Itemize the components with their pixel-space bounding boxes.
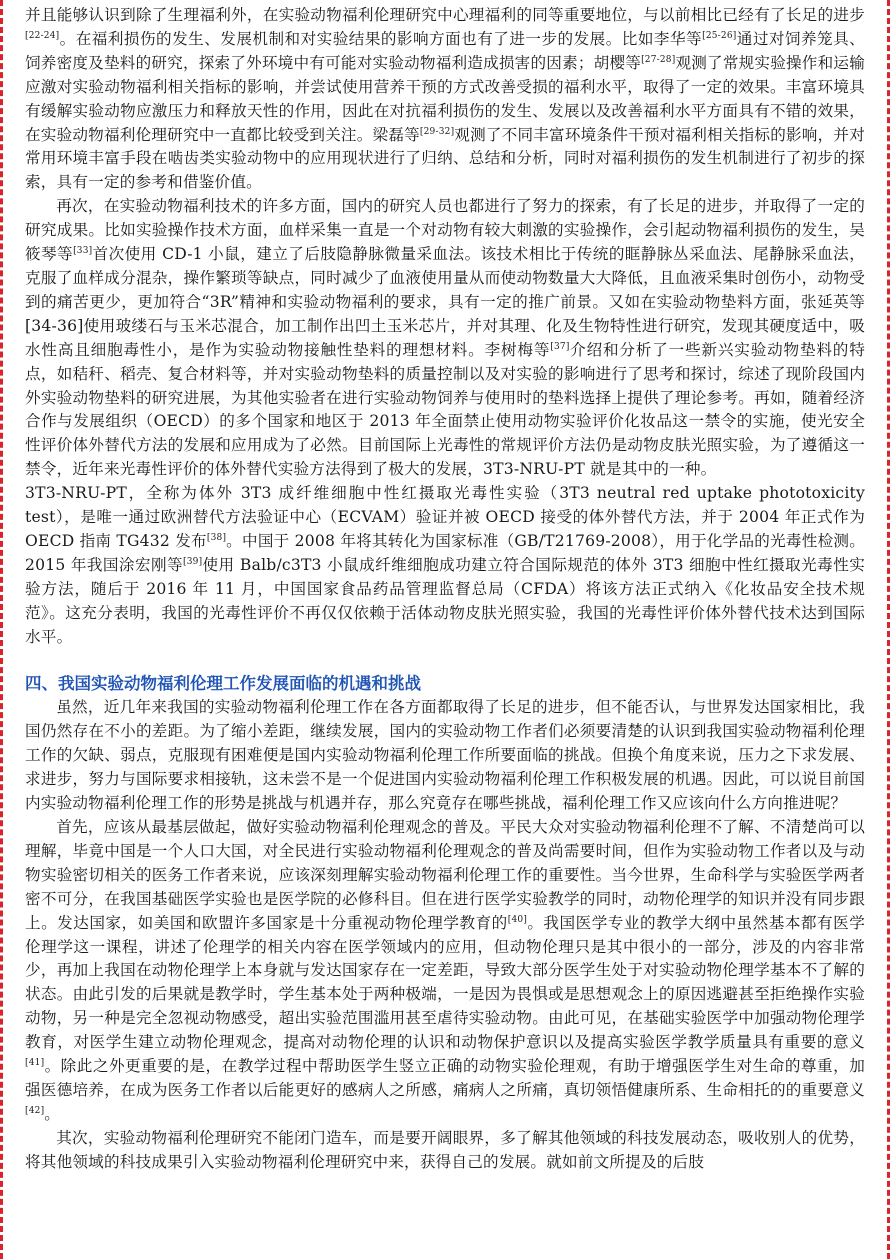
- text-segment: 3T3-NRU-PT，全称为体外 3T3 成纤维细胞中性红摄取光毒性实验（3T3 neutral red uptake phototoxicity test），是唯一通过欧洲替代方法验证中心（ECVAM）验证并被 OECD 接受的体外替代方法，并于 2004 年正式作为 OECD 指南 TG432 发布: [25, 484, 865, 550]
- text-segment: 再次，在实验动物福利技术的许多方面，国内的研究人员也都进行了努力的探索，有了长足的进步，并取得了一定的研究成果。比如实验操作技术方面，血样采集一直是一个对动物有较大刺激的实验操作，会引起动物福利损伤的发生，吴筱琴等: [25, 197, 865, 264]
- text-segment: 观测了常规实验操作和运输应激对实验动物福利相关指标的影响，并尝试使用营养干预的方式改善受损的福利水平，取得了一定的效果。丰富环境具有缓解实验动物应激压力和释放天性的作用，因此在对抗福利损伤的发生、发展以及改善福利水平方面具有不错的效果，在实验动物福利伦理研究中一直都比较受到关注。梁磊等: [25, 53, 865, 144]
- text-segment: 。我国医学专业的教学大纲中虽然基本都有医学伦理学这一课程，讲述了伦理学的相关内容在医学领域内的应用，但动物伦理只是其中很小的一部分，涉及的内容非常少，再加上我国在动物伦理学上本身就与发达国家存在一定差距，导致大部分医学生处于对实验动物伦理学基本不了解的状态。由此引发的后果就是教学时，学生基本处于两种极端，一是因为畏惧或是思想观念上的原因逃避甚至拒绝操作实验动物，另一种是完全忽视动物感受，超出实验范围滥用甚至虐待实验动物。由此可见，在基础实验医学中加强动物伦理学教育，对医学生建立动物伦理观念，提高对动物伦理的认识和动物保护意识以及提高实验医学教学质量具有重要的意义: [25, 913, 865, 1052]
- paragraphs-before-heading: [25, 4, 865, 649]
- citation-reference: [22-24]: [25, 30, 60, 41]
- citation-reference: [33]: [73, 245, 93, 256]
- text-segment: 。在福利损伤的发生、发展机制和对实验结果的影响方面也有了进一步的发展。比如李华等: [59, 29, 703, 48]
- body-paragraph: [25, 696, 865, 816]
- paragraphs-after-heading: [25, 696, 865, 1174]
- citation-reference: [25-26]: [702, 30, 737, 41]
- text-segment: 。除此之外更重要的是，在教学过程中帮助医学生竖立正确的动物实验伦理观，有助于增强医学生对生命的尊重，加强医德培养，在成为医务工作者以后能更好的感病人之所感，痛病人之所痛，真切领悟健康所系、生命相托的的重要意义: [25, 1057, 865, 1099]
- body-paragraph: [25, 1127, 865, 1175]
- body-paragraph: [25, 816, 865, 1127]
- citation-reference: [29-32]: [419, 126, 455, 137]
- body-paragraph: [25, 4, 865, 195]
- text-segment: 首次使用 CD-1 小鼠，建立了后肢隐静脉微量采血法。该技术相比于传统的眶静脉丛采血法、尾静脉采血法，克服了血样成分混杂，操作繁琐等缺点，同时减少了血液使用量从而使动物数量大大降低，且血液采集时创伤小，动物受到的痛苦更少，更加符合“3R”精神和实验动物福利的要求，具有一定的推广前景。又如在实验动物垫料方面，张延英等[34-36]使用玻缕石与玉米芯混合，加工制作出凹土玉米芯片，并对其理、化及生物特性进行研究，发现其硬度适中，吸水性高且细胞毒性小，是作为实验动物接触性垫料的理想材料。李树梅等: [25, 245, 865, 359]
- citation-reference: [27-28]: [641, 54, 676, 65]
- citation-reference: [40]: [507, 914, 528, 925]
- text-segment: 。中国于 2008 年将其转化为国家标准（GB/T21769-2008），用于化学品的光毒性检测。2015 年我国涂宏刚等: [25, 531, 866, 574]
- text-segment: 其次，实验动物福利伦理研究不能闭门造车，而是要开阔眼界，多了解其他领域的科技发展动态，吸收别人的优势，将其他领域的科技成果引入实验动物福利伦理研究中来，获得自己的发展。就如前文所提及的后肢: [25, 1128, 865, 1171]
- text-segment: 通过对饲养笼具、饲养密度及垫料的研究，探索了外环境中有可能对实验动物福利造成损害的因素；胡樱等: [25, 29, 865, 72]
- text-segment: 介绍和分析了一些新兴实验动物垫料的特点，如秸秆、稻壳、复合材料等，并对实验动物垫料的质量控制以及对实验的影响进行了思考和探讨，综述了现阶段国内外实验动物垫料的研究进展，为其他实验者在进行实验动物饲养与使用时的垫料选择上提供了理论参考。再如，随着经济合作与发展组织（OECD）的多个国家和地区于 2013 年全面禁止使用动物实验评价化妆品这一禁令的实施，使光安全性评价体外替代方法的发展和应用成为了必然。目前国际上光毒性的常规评价方法仍是动物皮肤光照实验，为了遵循这一禁令，近年来光毒性评价的体外替代实验方法得到了极大的发展，3T3-NRU-PT 就是其中的一种。: [25, 340, 865, 479]
- text-segment: 并且能够认识到除了生理福利外，在实验动物福利伦理研究中心理福利的同等重要地位，与以前相比已经有了长足的进步: [25, 6, 865, 24]
- citation-reference: [37]: [550, 341, 570, 352]
- article-body: [25, 4, 865, 1175]
- text-segment: 。: [44, 1104, 61, 1123]
- text-segment: 虽然，近几年来我国的实验动物福利伦理工作在各方面都取得了长足的进步，但不能否认，与世界发达国家相比，我国仍然存在不小的差距。为了缩小差距，继续发展，国内的实验动物工作者们必须要清楚的认识到我国实验动物福利伦理工作的欠缺、弱点，克服现有困难便是国内实验动物福利伦理工作所要面临的挑战。但换个角度来说，压力之下求发展、求进步，努力与国际要求相接轨，这未尝不是一个促进国内实验动物福利伦理工作积极发展的机遇。因此，可以说目前国内实验动物福利伦理工作的形势是挑战与机遇并存，那么究竟存在哪些挑战，福利伦理工作又应该向什么方向推进呢？: [25, 698, 865, 813]
- text-segment: 使用 Balb/c3T3 小鼠成纤维细胞成功建立符合国际规范的体外 3T3 细胞中性红摄取光毒性实验方法，随后于 2016 年 11 月，中国国家食品药品管理监督总局（CFDA）将该方法正式纳入《化妆品安全技术规范》。这充分表明，我国的光毒性评价不再仅仅依赖于活体动物皮肤光照实验，我国的光毒性评价体外替代技术达到国际水平。: [25, 555, 866, 646]
- text-segment: 观测了不同丰富环境条件干预对福利相关指标的影响，并对常用环境丰富手段在啮齿类实验动物中的应用现状进行了归纳、总结和分析，同时对福利损伤的发生机制进行了初步的探索，具有一定的参考和借鉴价值。: [25, 125, 865, 192]
- citation-reference: [39]: [183, 556, 203, 567]
- body-paragraph: [25, 195, 865, 482]
- citation-reference: [38]: [206, 532, 227, 543]
- body-paragraph: [25, 482, 865, 649]
- citation-reference: [41]: [25, 1057, 45, 1068]
- text-segment: 首先，应该从最基层做起，做好实验动物福利伦理观念的普及。平民大众对实验动物福利伦理不了解、不清楚尚可以理解，毕竟中国是一个人口大国，对全民进行实验动物福利伦理观念的普及尚需要时间，但作为实验动物工作者以及与动物实验密切相关的医务工作者来说，应该深刻理解实验动物福利伦理工作的重要性。当今世界，生命科学与实验医学两者密不可分，在我国基础医学实验也是医学院的必修科目。但在进行医学实验教学的同时，动物伦理学的知识并没有同步跟上。发达国家，如美国和欧盟许多国家是十分重视动物伦理学教育的: [25, 818, 865, 932]
- citation-reference: [42]: [25, 1105, 45, 1116]
- section-heading: 四、我国实验动物福利伦理工作发展面临的机遇和挑战: [25, 674, 421, 694]
